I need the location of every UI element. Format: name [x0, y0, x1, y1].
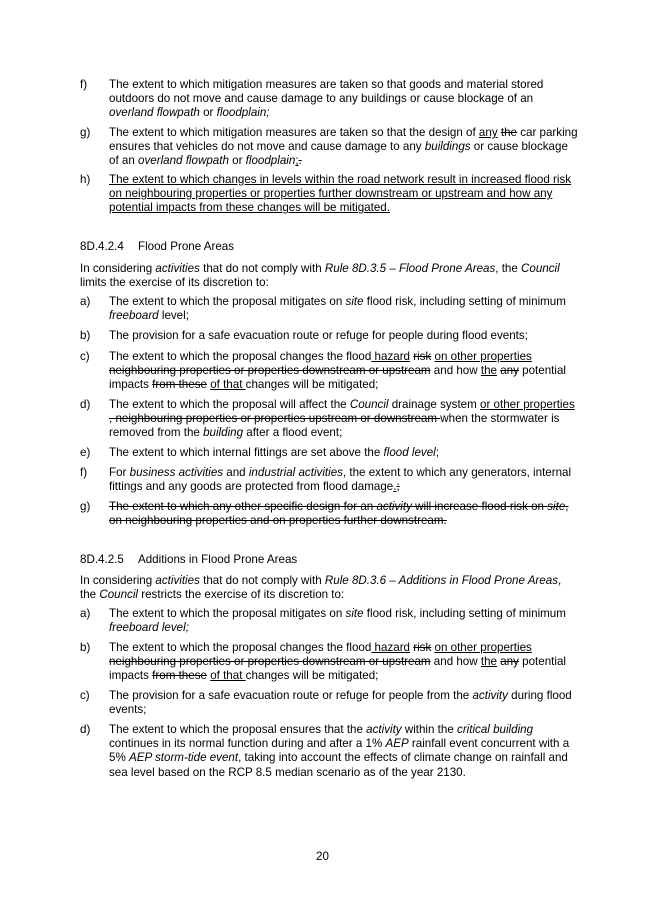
clause-text: The extent to which the proposal changes the flood hazard risk on other properties neighbouring properties or properties downstream or upstream and how the any potential impacts from these of that changes will be mitigated;	[109, 641, 566, 683]
list-marker: a)	[80, 295, 91, 308]
clause-b-flood-hazard	[80, 641, 580, 684]
list-marker: g)	[80, 500, 91, 513]
list-marker: f)	[80, 466, 88, 479]
section-number: 8D.4.2.4	[80, 240, 124, 253]
section-heading-flood-prone-areas	[80, 240, 234, 254]
clause-text: The extent to which the proposal mitigates on site flood risk, including setting of minimum freeboard level;	[109, 295, 566, 323]
page-number: 20	[316, 850, 329, 863]
section-intro: In considering activities that do not comply with Rule 8D.3.6 – Additions in Flood Prone Areas, the Council restricts the exercise of its discretion to:	[80, 574, 562, 602]
clause-c-flood-hazard	[80, 350, 580, 393]
clause-f-mitigation-goods	[80, 78, 580, 121]
list-marker: h)	[80, 173, 91, 186]
clause-text: The provision for a safe evacuation route or refuge for people from the activity during flood events;	[109, 689, 572, 717]
list-marker: e)	[80, 446, 91, 459]
clause-text: The extent to which the proposal changes the flood hazard risk on other properties neighbouring properties or properties downstream or upstream and how the any potential impacts from these of that changes will be mitigated;	[109, 350, 566, 392]
list-marker: b)	[80, 329, 91, 342]
list-marker: d)	[80, 723, 91, 736]
clause-d-critical-building	[80, 723, 580, 780]
list-marker: d)	[80, 398, 91, 411]
clause-c-evacuation	[80, 689, 580, 717]
clause-e-internal-fittings	[80, 446, 580, 460]
clause-f-business-activities	[80, 466, 580, 494]
list-marker: c)	[80, 350, 90, 363]
section-heading-additions-flood-prone	[80, 553, 297, 567]
section-title: Additions in Flood Prone Areas	[138, 553, 298, 566]
clause-a-site-flood-risk	[80, 607, 580, 635]
section-title: Flood Prone Areas	[138, 240, 235, 253]
list-marker: g)	[80, 126, 91, 139]
clause-text: For business activities and industrial activities, the extent to which any generators, internal fittings and any goods are protected from flood damage.;	[109, 466, 572, 494]
list-marker: b)	[80, 641, 91, 654]
clause-text: The extent to which changes in levels within the road network result in increased flood risk on neighbouring properties or properties further downstream or upstream and how any potential impacts from these changes will be mitigated.	[109, 173, 572, 215]
clause-text: The extent to which internal fittings are set above the flood level;	[109, 446, 439, 459]
clause-b-evacuation	[80, 329, 580, 343]
clause-text: The extent to which the proposal will affect the Council drainage system or other properties , neighbouring properties or properties upstream or downstream when the stormwater is removed from the building after a flood event;	[109, 398, 575, 440]
clause-g-deleted-specific-design	[80, 500, 580, 528]
section-number: 8D.4.2.5	[80, 553, 124, 566]
clause-text: The provision for a safe evacuation route or refuge for people during flood events;	[109, 329, 528, 342]
clause-d-drainage	[80, 398, 580, 441]
list-marker: c)	[80, 689, 90, 702]
list-marker: a)	[80, 607, 91, 620]
clause-text: The extent to which the proposal mitigates on site flood risk, including setting of minimum freeboard level;	[109, 607, 566, 635]
clause-g-car-parking	[80, 126, 580, 169]
section-intro: In considering activities that do not comply with Rule 8D.3.5 – Flood Prone Areas, the Council limits the exercise of its discretion to:	[80, 262, 560, 290]
clause-h-road-network	[80, 173, 580, 216]
clause-a-site-flood-risk	[80, 295, 580, 323]
clause-text: The extent to which mitigation measures are taken so that goods and material stored outdoors do not move and cause damage to any buildings or cause blockage of an overland flowpath or floodplain;	[109, 78, 544, 120]
clause-text: The extent to which any other specific design for an activity will increase flood risk on site, on neighbouring properties and on properties further downstream.	[109, 500, 569, 528]
clause-text: The extent to which the proposal ensures that the activity within the critical building continues in its normal function during and after a 1% AEP rainfall event concurrent with a 5% AEP storm-tide event, taking into account the effects of climate change on rainfall and sea level based on the RCP 8.5 median scenario as of the year 2130.	[109, 723, 570, 779]
list-marker: f)	[80, 78, 88, 91]
clause-text: The extent to which mitigation measures are taken so that the design of any the car parking ensures that vehicles do not move and cause damage to any buildings or cause blockage of an overland flowpath or floodplain;.	[109, 126, 578, 168]
